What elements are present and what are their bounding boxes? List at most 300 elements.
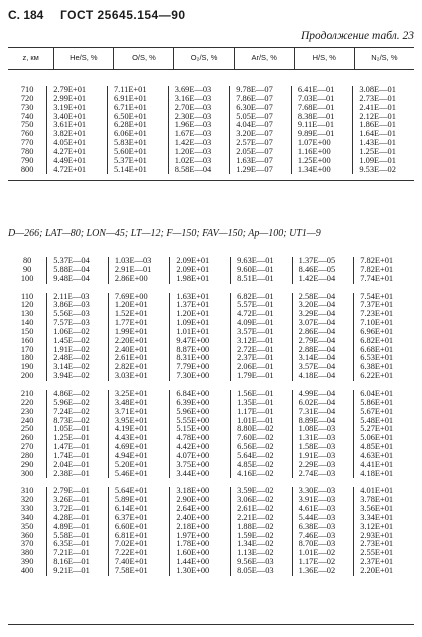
value-cell: 2.82E+01 <box>108 363 170 372</box>
value-cell: 4.78E+00 <box>170 434 231 443</box>
value-cell: 1.06E—02 <box>47 328 109 337</box>
value-cell: 2.11E—03 <box>47 293 109 302</box>
value-cell: 3.95E+01 <box>108 417 170 426</box>
value-cell: 2.90E+00 <box>170 496 231 505</box>
value-cell: 8.58E—04 <box>168 166 230 175</box>
value-cell: 4.04E—07 <box>230 121 292 130</box>
value-cell: 1.31E—03 <box>292 434 354 443</box>
value-cell: 2.86E—04 <box>292 328 354 337</box>
value-cell: 5.83E+01 <box>107 139 168 148</box>
value-cell: 6.82E+01 <box>354 337 414 346</box>
value-cell: 3.94E—02 <box>47 372 109 381</box>
value-cell: 4.72E+01 <box>47 166 108 175</box>
value-cell: 5.48E+01 <box>354 417 414 426</box>
value-cell: 8.70E—03 <box>292 540 354 549</box>
altitude-cell: 280 <box>20 450 34 460</box>
value-cell: 5.05E—07 <box>230 113 292 122</box>
value-cell: 1.29E—07 <box>230 166 292 175</box>
value-cell: 8.73E—02 <box>47 417 109 426</box>
value-cell: 2.20E+01 <box>108 337 170 346</box>
altitude-cell: 300 <box>20 468 34 478</box>
value-cell: 7.82E+01 <box>354 266 414 275</box>
value-cell: 2.88E—04 <box>292 346 354 355</box>
value-cell: 3.29E—04 <box>292 310 354 319</box>
value-cell: 8.89E—04 <box>292 417 354 426</box>
value-cell: 5.37E—04 <box>47 257 109 266</box>
value-cell: 1.20E—03 <box>168 148 230 157</box>
altitude-cell: 760 <box>20 129 34 139</box>
value-cell: 2.72E—01 <box>231 346 293 355</box>
altitude-cell: 180 <box>20 353 34 363</box>
value-cell: 1.03E—03 <box>108 257 170 266</box>
value-cell: 5.44E—03 <box>292 514 354 523</box>
value-cell: 1.77E+01 <box>108 319 170 328</box>
value-cell: 7.68E—01 <box>291 104 353 113</box>
value-cell: 3.71E+01 <box>108 408 170 417</box>
value-cell: 2.93E+01 <box>354 532 414 541</box>
value-cell: 1.20E+01 <box>108 301 170 310</box>
altitude-cell: 250 <box>20 424 34 434</box>
column-header: H/S, % <box>294 48 354 70</box>
value-cell: 9.47E+00 <box>170 337 231 346</box>
column-header: He/S, % <box>54 48 114 70</box>
value-cell: 3.07E—04 <box>292 319 354 328</box>
column-header: O/S, % <box>114 48 174 70</box>
value-cell: 7.30E+00 <box>170 372 231 381</box>
value-cell: 4.16E—02 <box>231 470 293 479</box>
altitude-cell: 730 <box>20 102 34 112</box>
value-cell: 7.54E+01 <box>354 293 414 302</box>
table-row <box>8 470 414 479</box>
value-cell: 3.19E+01 <box>47 104 108 113</box>
value-cell: 2.74E—03 <box>292 470 354 479</box>
value-cell: 7.86E—07 <box>230 95 292 104</box>
data-table-top <box>8 86 414 174</box>
value-cell: 4.28E—01 <box>47 514 109 523</box>
table-divider <box>8 180 414 181</box>
value-cell: 4.69E+01 <box>108 443 170 452</box>
value-cell: 8.51E—01 <box>231 275 293 284</box>
value-cell: 4.27E+01 <box>47 148 108 157</box>
value-cell: 3.18E+00 <box>170 487 231 496</box>
value-cell: 5.96E+00 <box>170 408 231 417</box>
value-cell: 1.98E+01 <box>170 275 231 284</box>
table-row <box>8 275 414 284</box>
value-cell: 2.91E—01 <box>108 266 170 275</box>
altitude-cell: 770 <box>20 138 34 148</box>
value-cell: 4.42E+00 <box>170 443 231 452</box>
value-cell: 8.87E+00 <box>170 346 231 355</box>
value-cell: 6.84E+00 <box>170 390 231 399</box>
altitude-cell: 240 <box>20 415 34 425</box>
value-cell: 1.79E—01 <box>231 372 293 381</box>
value-cell: 1.63E—07 <box>230 157 292 166</box>
column-header: N₂/S, % <box>354 48 414 70</box>
altitude-cell: 140 <box>20 318 34 328</box>
value-cell: 2.99E+01 <box>47 95 108 104</box>
value-cell: 7.79E+00 <box>170 363 231 372</box>
value-cell: 4.43E+01 <box>108 434 170 443</box>
value-cell: 3.30E—03 <box>292 487 354 496</box>
value-cell: 3.82E+01 <box>47 130 108 139</box>
value-cell: 6.28E+01 <box>107 121 168 130</box>
value-cell: 1.52E+01 <box>108 310 170 319</box>
value-cell: 2.61E—02 <box>231 505 293 514</box>
value-cell: 1.09E+01 <box>170 319 231 328</box>
value-cell: 5.64E+01 <box>108 487 170 496</box>
altitude-cell: 230 <box>20 406 34 416</box>
value-cell: 3.75E+00 <box>170 461 231 470</box>
altitude-cell: 100 <box>20 273 34 283</box>
value-cell: 9.60E—01 <box>231 266 293 275</box>
value-cell: 9.53E—02 <box>353 166 414 175</box>
value-cell: 3.57E—04 <box>292 363 354 372</box>
value-cell: 6.22E+01 <box>354 372 414 381</box>
value-cell: 5.06E+01 <box>354 434 414 443</box>
value-cell: 9.48E—04 <box>47 275 109 284</box>
value-cell: 1.91E—02 <box>47 346 109 355</box>
value-cell: 1.36E—02 <box>292 567 354 576</box>
value-cell: 3.59E—02 <box>231 487 293 496</box>
value-cell: 5.37E+01 <box>107 157 168 166</box>
altitude-cell: 90 <box>22 264 32 274</box>
table-row <box>8 372 414 381</box>
value-cell: 5.89E+01 <box>108 496 170 505</box>
value-cell: 3.44E+00 <box>170 470 231 479</box>
value-cell: 2.12E—01 <box>353 113 414 122</box>
value-cell: 8.46E—05 <box>292 266 354 275</box>
value-cell: 1.59E—02 <box>231 532 293 541</box>
value-cell: 7.74E+01 <box>354 275 414 284</box>
value-cell: 5.60E+01 <box>107 148 168 157</box>
value-cell: 2.37E—01 <box>231 354 293 363</box>
value-cell: 2.05E—07 <box>230 148 292 157</box>
value-cell: 9.89E—01 <box>291 130 353 139</box>
value-cell: 4.63E+01 <box>354 452 414 461</box>
value-cell: 1.44E+00 <box>170 558 231 567</box>
value-cell: 1.01E+01 <box>170 328 231 337</box>
value-cell: 1.13E—02 <box>231 549 293 558</box>
value-cell: 9.21E—01 <box>47 567 109 576</box>
value-cell: 2.70E—03 <box>168 104 230 113</box>
altitude-cell: 330 <box>20 504 34 514</box>
altitude-cell: 200 <box>20 371 34 381</box>
table-row <box>8 567 414 576</box>
value-cell: 2.58E—04 <box>292 293 354 302</box>
table-bottom-border <box>8 624 414 625</box>
value-cell: 2.40E+00 <box>170 514 231 523</box>
value-cell: 7.60E—02 <box>231 434 293 443</box>
altitude-cell: 740 <box>20 111 34 121</box>
value-cell: 1.74E—01 <box>47 452 109 461</box>
value-cell: 8.31E+00 <box>170 354 231 363</box>
value-cell: 5.64E—02 <box>231 452 293 461</box>
value-cell: 1.01E—02 <box>292 549 354 558</box>
value-cell: 7.02E+01 <box>108 540 170 549</box>
value-cell: 7.69E+00 <box>108 293 170 302</box>
altitude-cell: 130 <box>20 309 34 319</box>
value-cell: 3.61E+01 <box>47 121 108 130</box>
altitude-cell: 310 <box>20 486 34 496</box>
value-cell: 1.37E—05 <box>292 257 354 266</box>
value-cell: 2.09E+01 <box>170 257 231 266</box>
value-cell: 1.25E—01 <box>47 434 109 443</box>
value-cell: 1.17E—01 <box>231 408 293 417</box>
value-cell: 5.46E+01 <box>108 470 170 479</box>
value-cell: 4.86E—02 <box>47 390 109 399</box>
value-cell: 9.11E—01 <box>291 121 353 130</box>
column-header: Ar/S, % <box>234 48 294 70</box>
value-cell: 2.79E—04 <box>292 337 354 346</box>
value-cell: 3.48E+01 <box>108 399 170 408</box>
standard-code: ГОСТ 25645.154—90 <box>60 8 186 22</box>
value-cell: 5.20E+01 <box>108 461 170 470</box>
value-cell: 3.25E+01 <box>108 390 170 399</box>
value-cell: 5.67E+01 <box>354 408 414 417</box>
value-cell: 6.81E+01 <box>108 532 170 541</box>
value-cell: 6.30E—07 <box>230 104 292 113</box>
value-cell: 8.38E—01 <box>291 113 353 122</box>
page-header <box>0 0 422 28</box>
value-cell: 3.26E—01 <box>47 496 109 505</box>
value-cell: 2.55E+01 <box>354 549 414 558</box>
altitude-cell: 150 <box>20 326 34 336</box>
value-cell: 1.20E+01 <box>170 310 231 319</box>
altitude-cell: 320 <box>20 495 34 505</box>
value-cell: 7.10E+01 <box>354 319 414 328</box>
value-cell: 6.39E+00 <box>170 399 231 408</box>
value-cell: 9.63E—01 <box>231 257 293 266</box>
value-cell: 4.09E—01 <box>231 319 293 328</box>
altitude-cell: 160 <box>20 335 34 345</box>
value-cell: 4.99E—04 <box>292 390 354 399</box>
value-cell: 3.03E+01 <box>108 372 170 381</box>
value-cell: 1.08E—03 <box>292 425 354 434</box>
value-cell: 6.38E+01 <box>354 363 414 372</box>
value-cell: 1.91E—03 <box>292 452 354 461</box>
value-cell: 2.73E—01 <box>353 95 414 104</box>
value-cell: 5.55E+00 <box>170 417 231 426</box>
value-cell: 1.45E—02 <box>47 337 109 346</box>
value-cell: 7.31E—04 <box>292 408 354 417</box>
value-cell: 6.14E+01 <box>108 505 170 514</box>
value-cell: 1.37E+01 <box>170 301 231 310</box>
value-cell: 2.79E—01 <box>47 487 109 496</box>
value-cell: 4.18E—04 <box>292 372 354 381</box>
value-cell: 7.57E—03 <box>47 319 109 328</box>
value-cell: 6.04E+01 <box>354 390 414 399</box>
value-cell: 1.56E—01 <box>231 390 293 399</box>
table-continuation-caption: Продолжение табл. 23 <box>301 30 414 42</box>
value-cell: 4.85E+01 <box>354 443 414 452</box>
value-cell: 3.56E+01 <box>354 505 414 514</box>
value-cell: 1.63E+01 <box>170 293 231 302</box>
value-cell: 2.64E+00 <box>170 505 231 514</box>
value-cell: 8.16E—01 <box>47 558 109 567</box>
value-cell: 2.38E—01 <box>47 470 109 479</box>
value-cell: 1.47E—01 <box>47 443 109 452</box>
value-cell: 2.21E—02 <box>231 514 293 523</box>
altitude-cell: 750 <box>20 120 34 130</box>
value-cell: 7.46E—03 <box>292 532 354 541</box>
value-cell: 6.60E+01 <box>108 523 170 532</box>
page-number: С. 184 <box>8 8 44 22</box>
value-cell: 7.22E+01 <box>108 549 170 558</box>
value-cell: 6.82E—01 <box>231 293 293 302</box>
value-cell: 6.02E—04 <box>292 399 354 408</box>
column-header: O₂/S, % <box>174 48 234 70</box>
value-cell: 3.69E—03 <box>168 86 230 95</box>
model-conditions: D—266; LAT—80; LON—45; LT—12; F—150; FAV—150; Ap—100; UT1—9 <box>8 228 321 239</box>
value-cell: 5.57E—01 <box>231 301 293 310</box>
value-cell: 3.14E—02 <box>47 363 109 372</box>
value-cell: 1.42E—03 <box>168 139 230 148</box>
value-cell: 1.34E—02 <box>231 540 293 549</box>
altitude-cell: 800 <box>20 164 34 174</box>
altitude-cell: 110 <box>20 291 34 301</box>
value-cell: 2.30E—03 <box>168 113 230 122</box>
value-cell: 1.78E+00 <box>170 540 231 549</box>
value-cell: 5.14E+01 <box>107 166 168 175</box>
altitude-cell: 370 <box>20 539 34 549</box>
value-cell: 1.01E—01 <box>231 417 293 426</box>
value-cell: 4.49E+01 <box>47 157 108 166</box>
value-cell: 2.37E+01 <box>354 558 414 567</box>
altitude-cell: 710 <box>20 85 34 94</box>
value-cell: 3.91E—03 <box>292 496 354 505</box>
altitude-cell: 780 <box>20 146 34 156</box>
value-cell: 2.79E+01 <box>47 86 108 95</box>
value-cell: 3.12E+01 <box>354 523 414 532</box>
altitude-cell: 720 <box>20 93 34 103</box>
value-cell: 1.07E+00 <box>291 139 353 148</box>
value-cell: 3.86E—03 <box>47 301 109 310</box>
value-cell: 5.58E—01 <box>47 532 109 541</box>
value-cell: 7.82E+01 <box>354 257 414 266</box>
value-cell: 1.97E+00 <box>170 532 231 541</box>
altitude-cell: 290 <box>20 459 34 469</box>
value-cell: 6.50E+01 <box>107 113 168 122</box>
value-cell: 3.06E—02 <box>231 496 293 505</box>
value-cell: 1.99E+01 <box>108 328 170 337</box>
value-cell: 3.40E+01 <box>47 113 108 122</box>
value-cell: 6.68E+01 <box>354 346 414 355</box>
value-cell: 2.86E+00 <box>108 275 170 284</box>
column-header-row <box>8 47 414 70</box>
value-cell: 4.19E+01 <box>108 425 170 434</box>
value-cell: 2.20E+01 <box>354 567 414 576</box>
value-cell: 2.18E+00 <box>170 523 231 532</box>
value-cell: 5.88E—04 <box>47 266 109 275</box>
value-cell: 2.41E—01 <box>353 104 414 113</box>
value-cell: 2.04E—01 <box>47 461 109 470</box>
value-cell: 1.60E+00 <box>170 549 231 558</box>
altitude-cell: 400 <box>20 566 34 575</box>
altitude-cell: 270 <box>20 442 34 452</box>
value-cell: 1.88E—02 <box>231 523 293 532</box>
altitude-cell: 170 <box>20 344 34 354</box>
value-cell: 1.05E—01 <box>47 425 109 434</box>
value-cell: 2.73E+01 <box>354 540 414 549</box>
value-cell: 1.16E+00 <box>291 148 353 157</box>
altitude-cell: 80 <box>22 256 32 265</box>
value-cell: 2.40E+01 <box>108 346 170 355</box>
value-cell: 6.06E+01 <box>107 130 168 139</box>
altitude-cell: 360 <box>20 530 34 540</box>
value-cell: 5.15E+00 <box>170 425 231 434</box>
value-cell: 6.56E—02 <box>231 443 293 452</box>
value-cell: 3.34E+01 <box>354 514 414 523</box>
value-cell: 1.43E—01 <box>353 139 414 148</box>
altitude-cell: 220 <box>20 397 34 407</box>
value-cell: 2.61E+01 <box>108 354 170 363</box>
value-cell: 7.24E—02 <box>47 408 109 417</box>
value-cell: 6.38E—03 <box>292 523 354 532</box>
altitude-cell: 210 <box>20 388 34 398</box>
value-cell: 1.42E—04 <box>292 275 354 284</box>
value-cell: 5.56E—03 <box>47 310 109 319</box>
altitude-cell: 350 <box>20 521 34 531</box>
value-cell: 5.27E+01 <box>354 425 414 434</box>
value-cell: 4.01E+01 <box>354 487 414 496</box>
value-cell: 3.16E—03 <box>168 95 230 104</box>
data-table-bottom <box>8 257 414 576</box>
value-cell: 6.96E+01 <box>354 328 414 337</box>
altitude-cell: 260 <box>20 433 34 443</box>
value-cell: 1.58E—03 <box>292 443 354 452</box>
value-cell: 4.72E—01 <box>231 310 293 319</box>
value-cell: 1.64E—01 <box>353 130 414 139</box>
value-cell: 1.02E—03 <box>168 157 230 166</box>
value-cell: 6.91E+01 <box>107 95 168 104</box>
value-cell: 7.37E+01 <box>354 301 414 310</box>
value-cell: 1.25E+00 <box>291 157 353 166</box>
altitude-cell: 340 <box>20 512 34 522</box>
value-cell: 4.89E—01 <box>47 523 109 532</box>
column-header: z, км <box>22 53 39 63</box>
value-cell: 3.57E—01 <box>231 328 293 337</box>
value-cell: 3.14E—04 <box>292 354 354 363</box>
value-cell: 7.58E+01 <box>108 567 170 576</box>
value-cell: 4.05E+01 <box>47 139 108 148</box>
value-cell: 4.85E—02 <box>231 461 293 470</box>
value-cell: 7.23E+01 <box>354 310 414 319</box>
value-cell: 2.29E—03 <box>292 461 354 470</box>
altitude-cell: 390 <box>20 557 34 567</box>
value-cell: 3.72E—01 <box>47 505 109 514</box>
value-cell: 1.25E—01 <box>353 148 414 157</box>
value-cell: 4.61E—03 <box>292 505 354 514</box>
altitude-cell: 190 <box>20 362 34 372</box>
value-cell: 8.80E—02 <box>231 425 293 434</box>
value-cell: 1.96E—03 <box>168 121 230 130</box>
altitude-cell: 380 <box>20 548 34 558</box>
value-cell: 2.48E—02 <box>47 354 109 363</box>
value-cell: 4.18E+01 <box>354 470 414 479</box>
value-cell: 6.41E—01 <box>291 86 353 95</box>
value-cell: 7.40E+01 <box>108 558 170 567</box>
value-cell: 7.11E+01 <box>107 86 168 95</box>
value-cell: 4.94E+01 <box>108 452 170 461</box>
value-cell: 2.06E—01 <box>231 363 293 372</box>
value-cell: 9.78E—07 <box>230 86 292 95</box>
value-cell: 3.08E—01 <box>353 86 414 95</box>
value-cell: 6.37E+01 <box>108 514 170 523</box>
value-cell: 5.86E+01 <box>354 399 414 408</box>
value-cell: 3.20E—04 <box>292 301 354 310</box>
value-cell: 6.53E+01 <box>354 354 414 363</box>
value-cell: 4.07E+00 <box>170 452 231 461</box>
